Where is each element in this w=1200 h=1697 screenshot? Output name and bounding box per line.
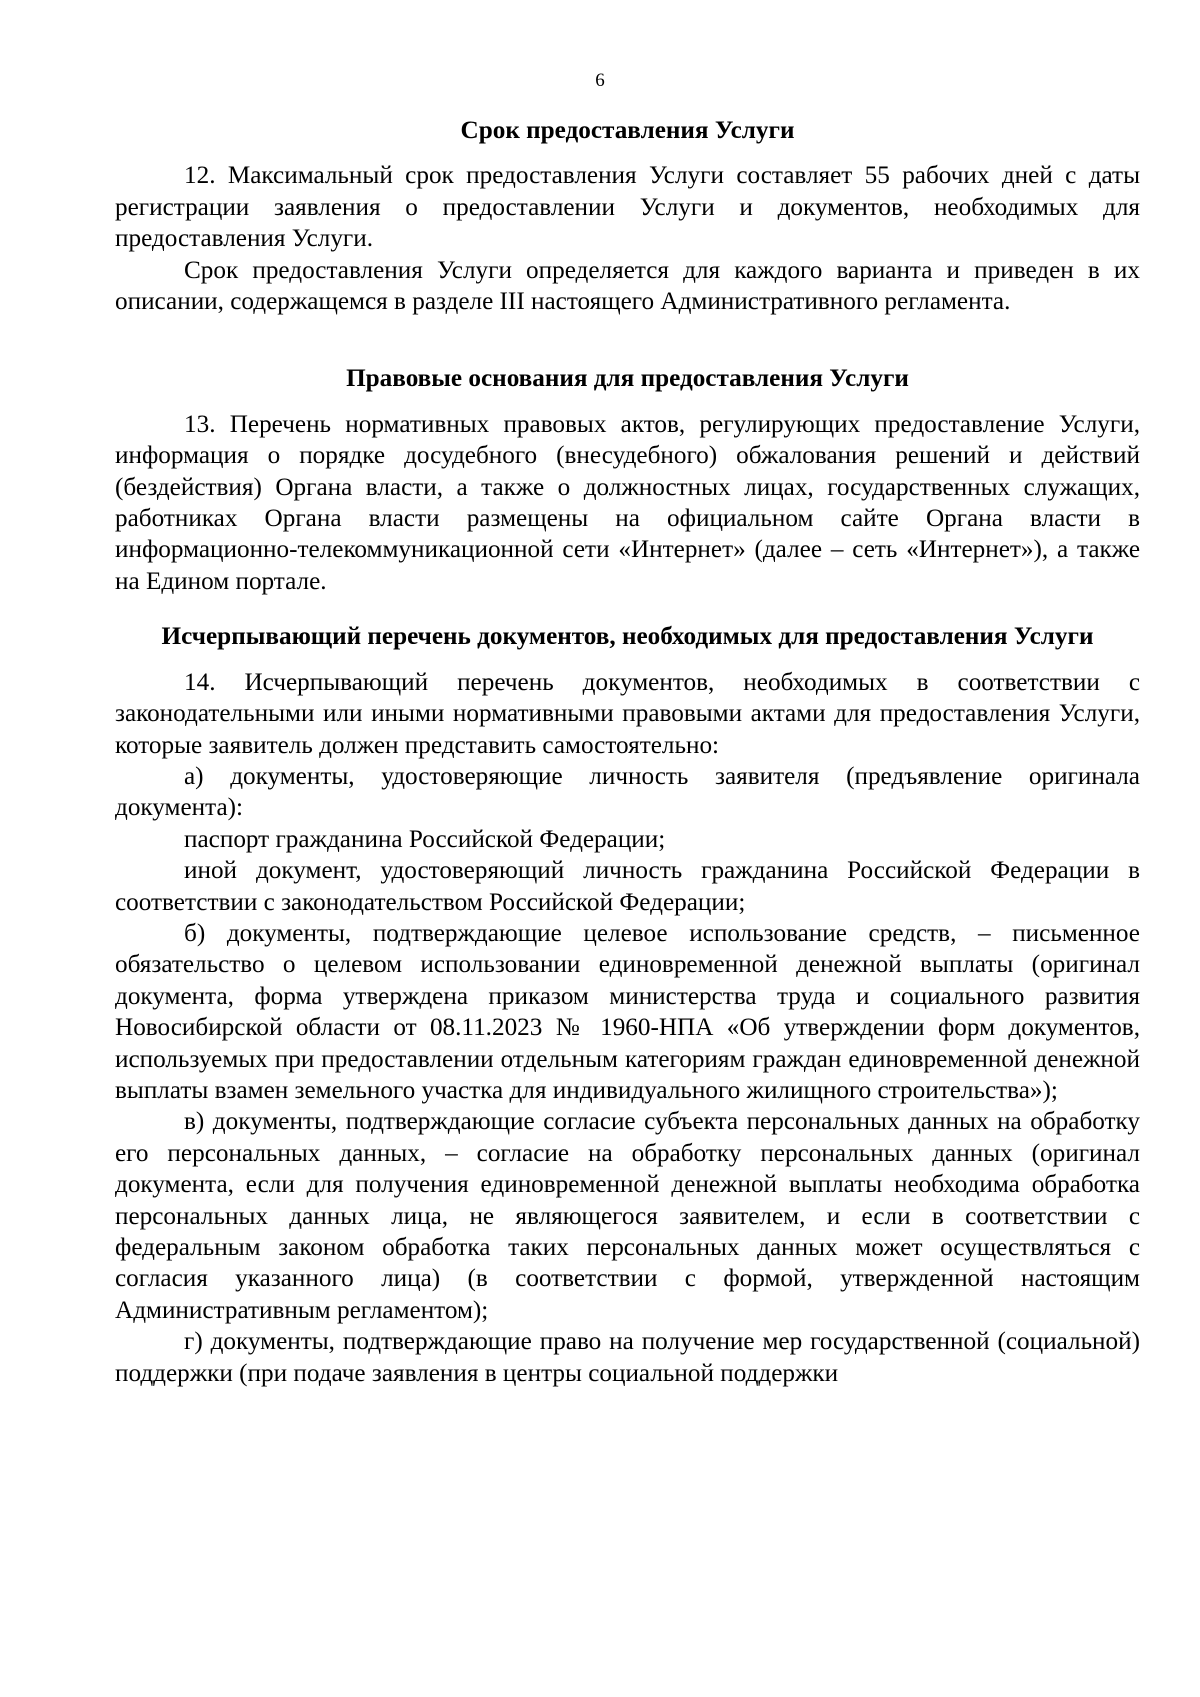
section-heading: Правовые основания для предоставления Услуги: [346, 365, 909, 393]
paragraph: иной документ, удостоверяющий личность гражданина Российской Федерации в соответствии с законодательством Российской Федерации;: [115, 857, 1140, 916]
paragraph: а) документы, удостоверяющие личность заявителя (предъявление оригинала документа):: [115, 762, 1140, 822]
section-required-documents: [115, 621, 1140, 1389]
document-body: [115, 115, 1140, 1389]
paragraph: паспорт гражданина Российской Федерации;: [184, 825, 666, 853]
section-heading: Срок предоставления Услуги: [460, 117, 795, 144]
section-heading: Исчерпывающий перечень документов, необходимых для предоставления Услуги: [161, 623, 1094, 651]
section-legal-basis: [115, 363, 1140, 597]
paragraph: 14. Исчерпывающий перечень документов, необходимых в соответствии с законодательными или иными нормативными правовыми актами для предоставления Услуги, которые заявитель должен представить самостоятельно:: [115, 668, 1140, 759]
paragraph: в) документы, подтверждающие согласие субъекта персональных данных на обработку его персональных данных, – согласие на обработку персональных данных (оригинал документа, если для получения единовременной денежной выплаты необходима обработка персональных данных лица, не являющегося заявителем, и если в соответствии с федеральным законом обработка таких персональных данных может осуществляться с согласия указанного лица) (в соответствии с формой, утвержденной настоящим Административным регламентом);: [115, 1108, 1140, 1324]
paragraph: б) документы, подтверждающие целевое использование средств, – письменное обязательство о целевом использовании единовременной денежной выплаты (оригинал документа, форма утверждена приказом министерства труда и социального развития Новосибирской области от 08.11.2023 № 1960-НПА «Об утверждении форм документов, используемых при предоставлении отдельным категориям граждан единовременной денежной выплаты взамен земельного участка для индивидуального жилищного строительства»);: [115, 919, 1140, 1104]
paragraph: Срок предоставления Услуги определяется для каждого варианта и приведен в их описании, содержащемся в разделе III настоящего Административного регламента.: [115, 256, 1140, 316]
paragraph: 12. Максимальный срок предоставления Услуги составляет 55 рабочих дней с даты регистрации заявления о предоставлении Услуги и документов, необходимых для предоставления Услуги.: [115, 162, 1140, 253]
paragraph: 13. Перечень нормативных правовых актов, регулирующих предоставление Услуги, информация о порядке досудебного (внесудебного) обжалования решений и действий (бездействия) Органа власти, а также о должностных лицах, государственных служащих, работниках Органа власти размещены на официальном сайте Органа власти в информационно-телекоммуникационной сети «Интернет» (далее – сеть «Интернет»), а также на Едином портале.: [115, 410, 1140, 595]
paragraph: г) документы, подтверждающие право на получение мер государственной (социальной) поддержки (при подаче заявления в центры социальной поддержки: [115, 1328, 1140, 1387]
page-number: 6: [595, 70, 605, 91]
section-service-term: [115, 115, 1140, 317]
